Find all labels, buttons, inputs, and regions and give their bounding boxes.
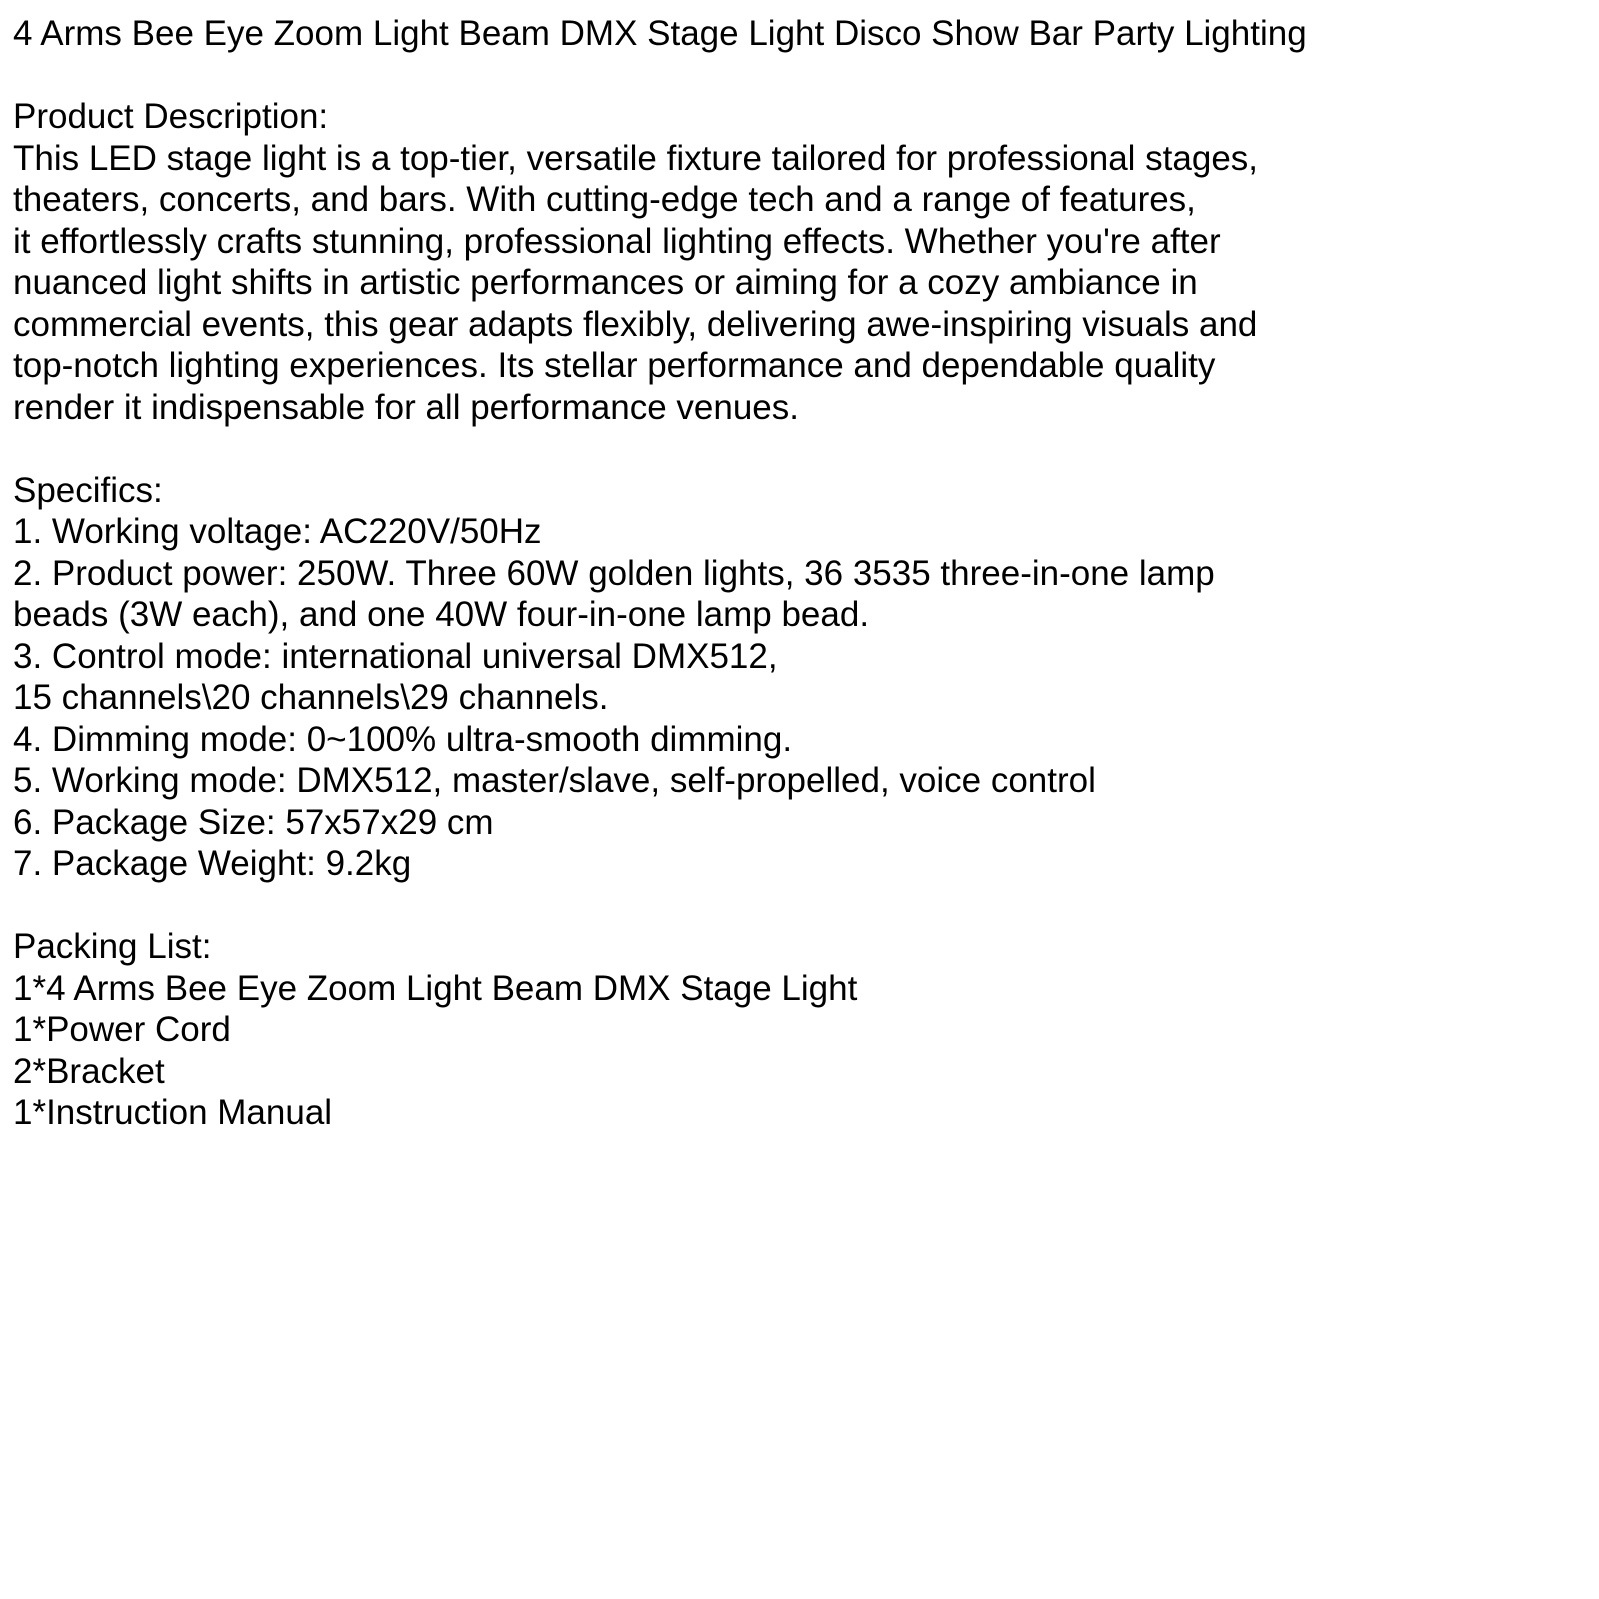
description-heading: Product Description: <box>13 97 329 136</box>
packing-list-item: 1*Power Cord <box>13 1010 231 1049</box>
spec-line: 4. Dimming mode: 0~100% ultra-smooth dimming. <box>13 719 793 759</box>
spec-line: 15 channels\20 channels\29 channels. <box>13 678 609 717</box>
spacer <box>13 428 1593 470</box>
spec-line: 3. Control mode: international universal DMX512, <box>13 636 778 676</box>
description-line: This LED stage light is a top-tier, versatile fixture tailored for professional stages, <box>13 138 1259 178</box>
description-line: theaters, concerts, and bars. With cutting-edge tech and a range of features, <box>13 180 1196 219</box>
spec-line: 6. Package Size: 57x57x29 cm <box>13 802 494 842</box>
description-line: render it indispensable for all performance venues. <box>13 387 799 427</box>
packing-list-item: 1*Instruction Manual <box>13 1093 333 1132</box>
description-line: commercial events, this gear adapts flexibly, delivering awe-inspiring visuals and <box>13 304 1258 344</box>
product-title: 4 Arms Bee Eye Zoom Light Beam DMX Stage Light Disco Show Bar Party Lighting <box>13 14 1307 53</box>
spec-line: 5. Working mode: DMX512, master/slave, self-propelled, voice control <box>13 761 1096 800</box>
product-document <box>13 13 1593 1134</box>
spec-line: beads (3W each), and one 40W four-in-one lamp bead. <box>13 595 870 634</box>
description-line: it effortlessly crafts stunning, professional lighting effects. Whether you're after <box>13 221 1221 261</box>
packing-list-item: 2*Bracket <box>13 1051 165 1091</box>
spec-line: 1. Working voltage: AC220V/50Hz <box>13 512 542 551</box>
specifics-heading: Specifics: <box>13 470 163 510</box>
spacer <box>13 55 1593 97</box>
spec-line: 7. Package Weight: 9.2kg <box>13 844 412 883</box>
spec-line: 2. Product power: 250W. Three 60W golden lights, 36 3535 three-in-one lamp <box>13 553 1215 593</box>
spacer <box>13 885 1593 927</box>
description-line: top-notch lighting experiences. Its stellar performance and dependable quality <box>13 346 1216 385</box>
packing-list-item: 1*4 Arms Bee Eye Zoom Light Beam DMX Stage Light <box>13 968 858 1008</box>
description-line: nuanced light shifts in artistic performances or aiming for a cozy ambiance in <box>13 263 1198 302</box>
packing-list-heading: Packing List: <box>13 927 212 966</box>
